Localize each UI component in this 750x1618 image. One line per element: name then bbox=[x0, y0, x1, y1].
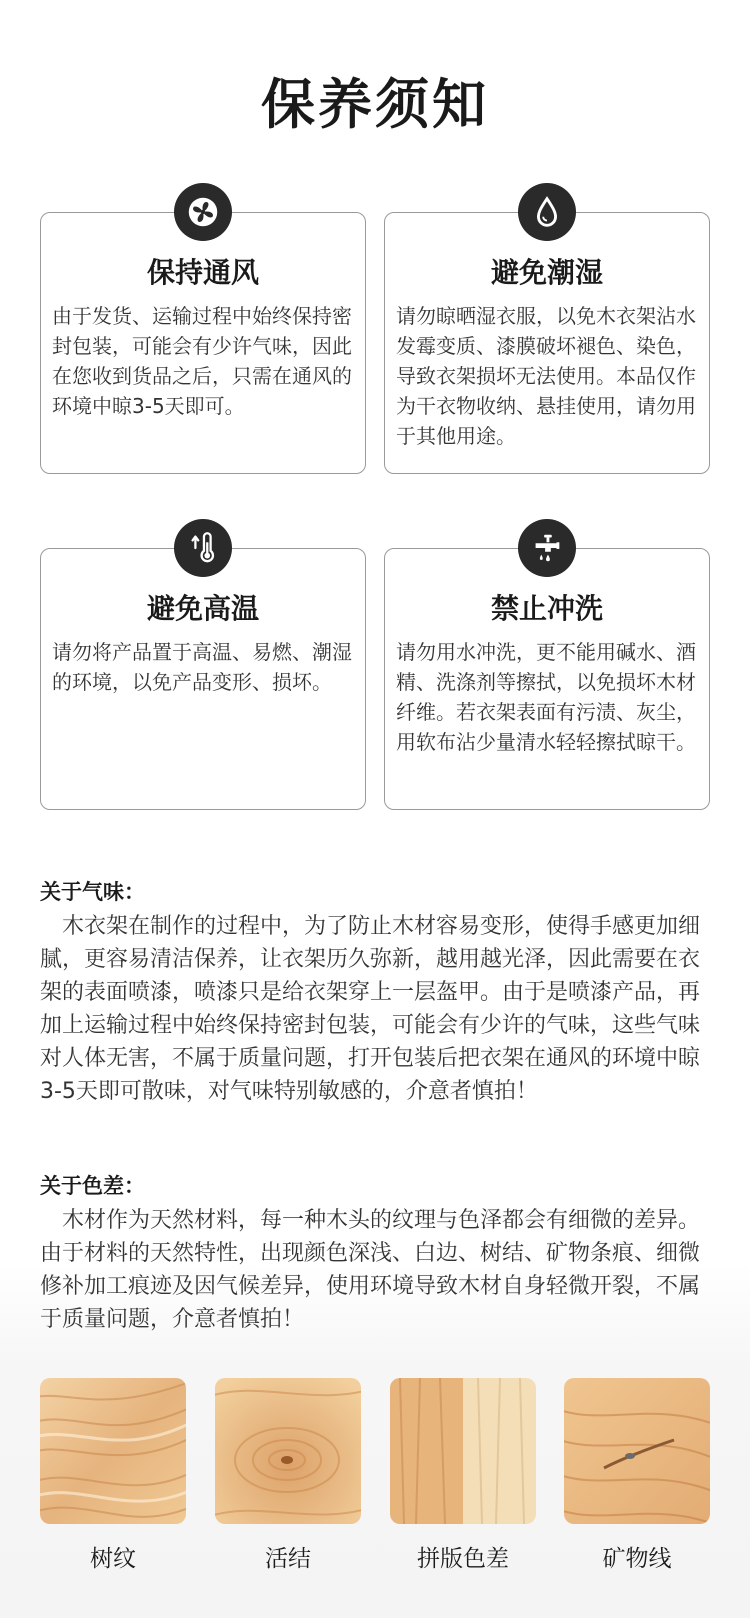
swatch-label: 拼版色差 bbox=[417, 1546, 509, 1572]
color-diff-text: 木材作为天然材料，每一种木头的纹理与色泽都会有细微的差异。由于材料的天然特性，出现颜色深浅、白边、树结、矿物条痕、细微修补加工痕迹及因气候差异，使用环境导致木材自身轻微开裂，不属于质量问题，介意者慎拍！ bbox=[40, 1208, 701, 1332]
fan-icon bbox=[174, 183, 232, 241]
panel-color-difference-sample bbox=[390, 1378, 536, 1524]
wood-grain-sample bbox=[40, 1378, 186, 1524]
card-body: 请勿将产品置于高温、易燃、潮湿的环境，以免产品变形、损坏。 bbox=[52, 640, 352, 694]
odor-label: 关于气味： bbox=[40, 880, 145, 904]
card-body: 请勿用水冲洗，更不能用碱水、酒精、洗涤剂等擦拭，以免损坏木材纤维。若衣架表面有污渍、灰尘，用软布沾少量清水轻轻擦拭晾干。 bbox=[396, 640, 696, 754]
mineral-streak-sample bbox=[564, 1378, 710, 1524]
card-ventilation bbox=[40, 212, 366, 474]
card-title: 保持通风 bbox=[146, 256, 259, 289]
card-no-rinsing bbox=[384, 548, 710, 810]
live-knot-sample bbox=[215, 1378, 361, 1524]
card-title: 禁止冲洗 bbox=[490, 592, 603, 625]
card-avoid-heat bbox=[40, 548, 366, 810]
card-title: 避免潮湿 bbox=[490, 256, 603, 289]
water-drop-icon bbox=[518, 183, 576, 241]
card-body: 请勿晾晒湿衣服，以免木衣架沾水发霉变质、漆膜破坏褪色、染色，导致衣架损坏无法使用。本品仅作为干衣物收纳、悬挂使用，请勿用于其他用途。 bbox=[396, 304, 696, 448]
page-title: 保养须知 bbox=[261, 73, 489, 136]
swatch-label: 活结 bbox=[265, 1546, 311, 1572]
color-diff-label: 关于色差： bbox=[40, 1174, 145, 1198]
card-title: 避免高温 bbox=[146, 592, 259, 625]
swatch-label: 树纹 bbox=[90, 1546, 136, 1572]
thermometer-icon bbox=[174, 519, 232, 577]
card-body: 由于发货、运输过程中始终保持密封包装，可能会有少许气味，因此在您收到货品之后，只需在通风的环境中晾3-5天即可。 bbox=[52, 304, 352, 418]
odor-text: 木衣架在制作的过程中，为了防止木材容易变形，使得手感更加细腻，更容易清洁保养，让衣架历久弥新，越用越光泽，因此需要在衣架的表面喷漆，喷漆只是给衣架穿上一层盔甲。由于是喷漆产品，再加上运输过程中始终保持密封包装，可能会有少许的气味，这些气味对人体无害，不属于质量问题，打开包装后把衣架在通风的环境中晾3-5天即可散味，对气味特别敏感的，介意者慎拍！ bbox=[40, 914, 701, 1104]
swatch-label: 矿物线 bbox=[602, 1546, 672, 1572]
faucet-icon bbox=[518, 519, 576, 577]
card-avoid-humidity bbox=[384, 212, 710, 474]
